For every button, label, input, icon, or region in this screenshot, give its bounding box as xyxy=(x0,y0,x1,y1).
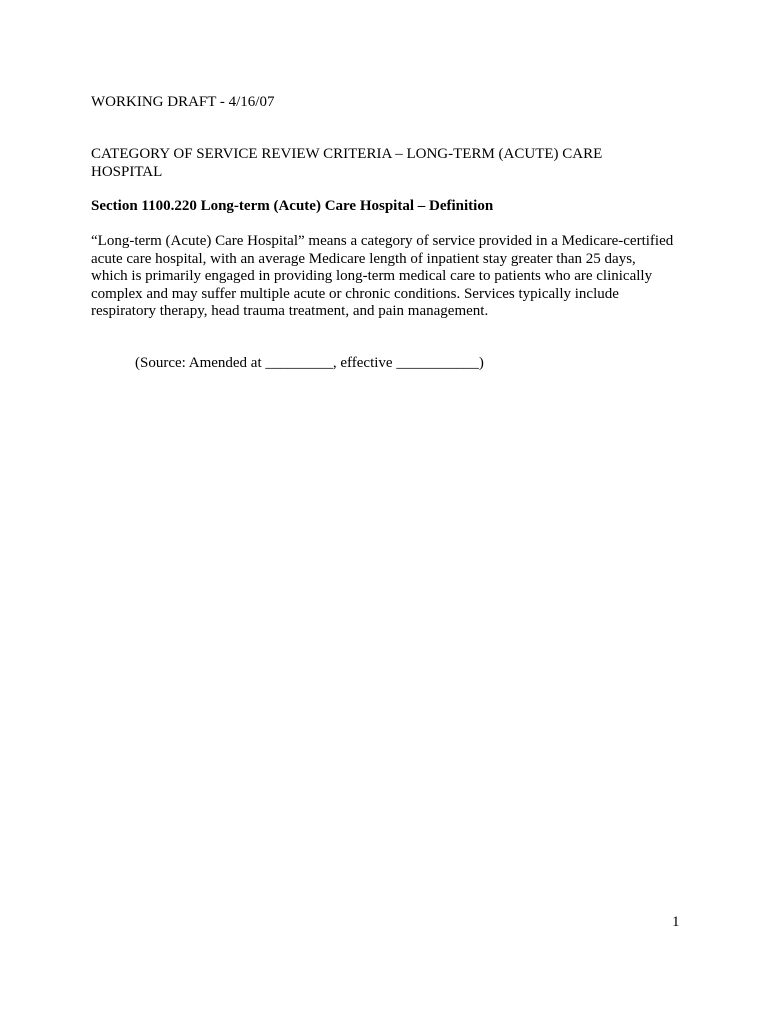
category-heading-line: HOSPITAL xyxy=(91,163,163,180)
page-number xyxy=(672,914,692,932)
section-heading xyxy=(91,198,691,216)
definition-line: “Long-term (Acute) Care Hospital” means a category of service provided in a Medicare-certified xyxy=(91,233,674,249)
draft-header-text: WORKING DRAFT - 4/16/07 xyxy=(91,94,275,110)
definition-line: respiratory therapy, head trauma treatment, and pain management. xyxy=(91,303,489,319)
definition-line: acute care hospital, with an average Medicare length of inpatient stay greater than 25 days, xyxy=(91,250,636,267)
draft-header xyxy=(91,94,691,112)
category-heading xyxy=(91,146,691,181)
definition-paragraph xyxy=(91,233,691,321)
category-heading-line: CATEGORY OF SERVICE REVIEW CRITERIA – LONG-TERM (ACUTE) CARE xyxy=(91,146,603,162)
definition-line: complex and may suffer multiple acute or chronic conditions. Services typically include xyxy=(91,285,619,302)
section-heading-text: Section 1100.220 Long-term (Acute) Care Hospital – Definition xyxy=(91,198,494,214)
source-note xyxy=(135,355,735,373)
page-number-text: 1 xyxy=(672,914,680,930)
definition-line: which is primarily engaged in providing long-term medical care to patients who are clinically xyxy=(91,268,653,284)
source-note-text: (Source: Amended at _________, effective ___________) xyxy=(135,355,484,371)
